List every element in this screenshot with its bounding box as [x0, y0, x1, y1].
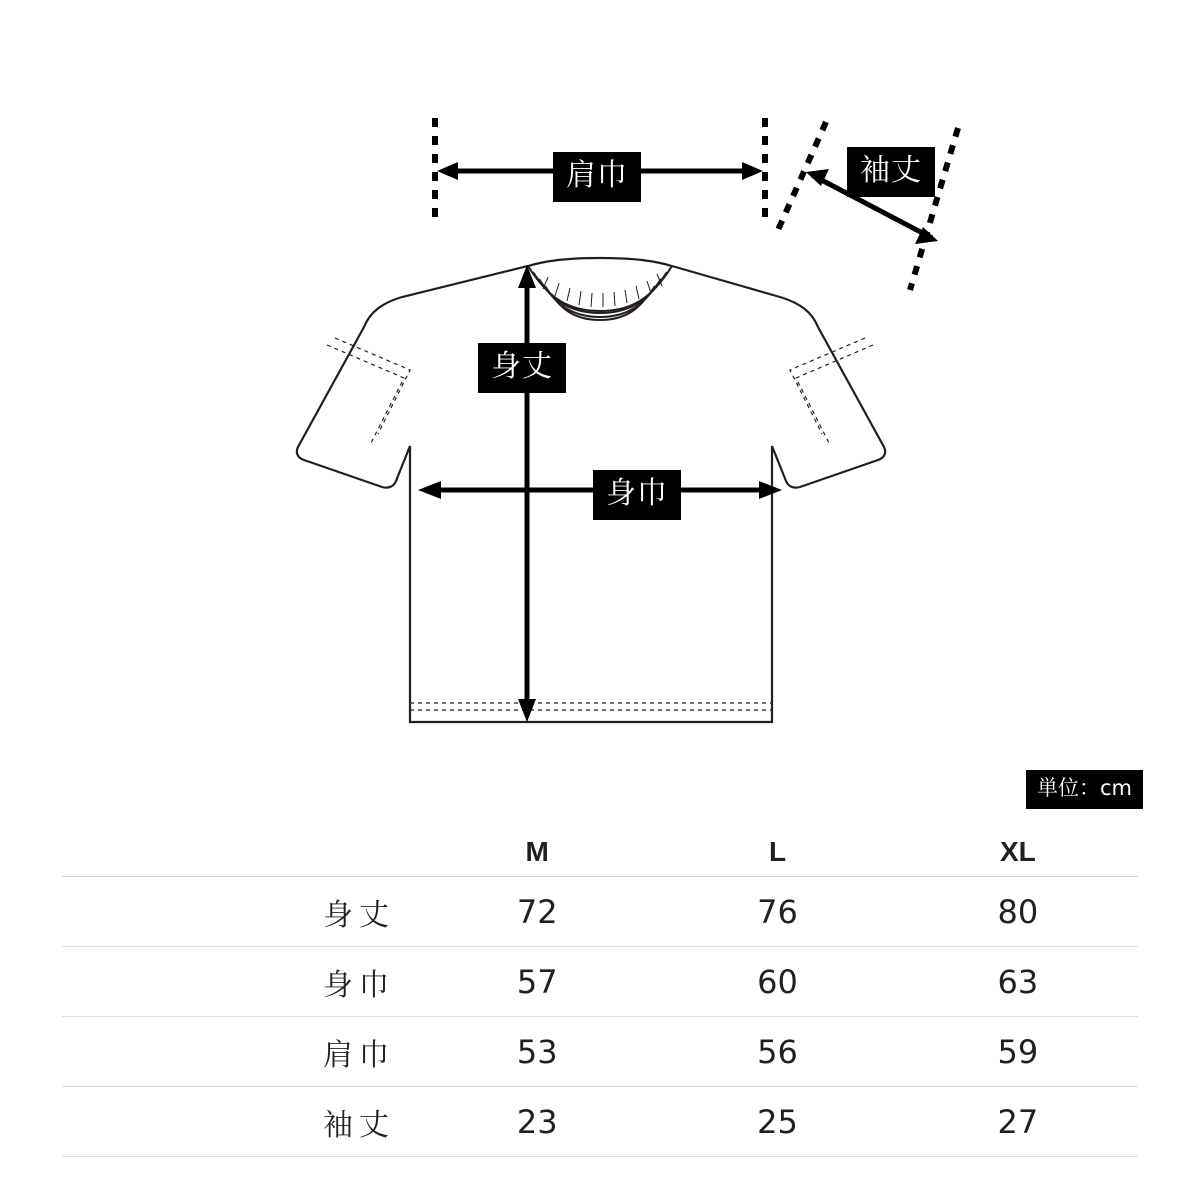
cell-shoulder-width-xl: 59	[898, 1017, 1138, 1087]
table-header-xl: XL	[898, 812, 1138, 877]
row-label-body-length: 身丈	[62, 877, 417, 947]
cell-body-length-m: 72	[417, 877, 657, 947]
cell-shoulder-width-m: 53	[417, 1017, 657, 1087]
table-row	[62, 1087, 1138, 1157]
cell-sleeve-length-m: 23	[417, 1087, 657, 1157]
table-row	[62, 1017, 1138, 1087]
table-header-m: M	[417, 812, 657, 877]
size-table	[62, 812, 1138, 1157]
table-row	[62, 947, 1138, 1017]
shoulder-width-label: 肩巾	[553, 152, 641, 202]
table-row	[62, 877, 1138, 947]
unit-badge: 単位：cm	[1026, 770, 1143, 809]
cell-body-width-xl: 63	[898, 947, 1138, 1017]
cell-shoulder-width-l: 56	[657, 1017, 897, 1087]
table-header-row	[62, 812, 1138, 877]
body-length-label: 身丈	[478, 343, 566, 393]
cell-body-length-l: 76	[657, 877, 897, 947]
cell-sleeve-length-l: 25	[657, 1087, 897, 1157]
table-header-l: L	[657, 812, 897, 877]
sleeve-length-label: 袖丈	[847, 147, 935, 197]
cell-body-width-l: 60	[657, 947, 897, 1017]
row-label-shoulder-width: 肩巾	[62, 1017, 417, 1087]
body-width-label: 身巾	[593, 470, 681, 520]
row-label-sleeve-length: 袖丈	[62, 1087, 417, 1157]
cell-sleeve-length-xl: 27	[898, 1087, 1138, 1157]
table-header-corner	[62, 812, 417, 877]
cell-body-length-xl: 80	[898, 877, 1138, 947]
row-label-body-width: 身巾	[62, 947, 417, 1017]
cell-body-width-m: 57	[417, 947, 657, 1017]
